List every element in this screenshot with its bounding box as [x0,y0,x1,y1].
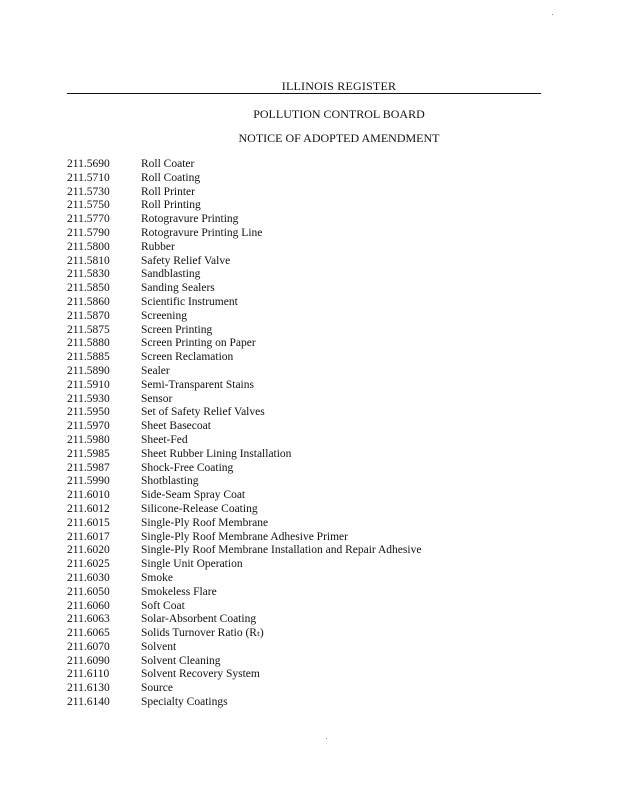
section-term: Shock-Free Coating [141,461,234,474]
list-item [67,558,421,572]
section-number: 211.6060 [67,599,110,612]
section-number: 211.5810 [67,254,110,267]
list-item [67,365,421,379]
section-term: Solvent Recovery System [141,668,260,681]
section-number: 211.6025 [67,558,110,571]
section-number: 211.6017 [67,530,110,543]
list-item [67,186,421,200]
section-term: Smokeless Flare [141,585,217,598]
section-number: 211.5750 [67,199,110,212]
list-item [67,324,421,338]
section-term: Single-Ply Roof Membrane [141,516,269,529]
section-number: 211.5790 [67,226,110,239]
list-item [67,296,421,310]
list-item [67,255,421,269]
list-item [67,572,421,586]
section-term: Source [141,682,173,695]
section-term: Roll Printer [141,185,195,198]
section-term: Sealer [141,364,170,377]
section-term: Screen Printing on Paper [141,337,256,350]
list-item [67,517,421,531]
list-item [67,600,421,614]
list-item [67,462,421,476]
list-item [67,227,421,241]
section-term: Sheet Basecoat [141,420,211,433]
section-number: 211.5770 [67,213,110,226]
section-term: Sheet Rubber Lining Installation [141,447,292,460]
section-number: 211.5987 [67,461,110,474]
section-term: Scientific Instrument [141,295,238,308]
section-number: 211.5980 [67,433,110,446]
section-term: Rubber [141,240,175,253]
list-item [67,503,421,517]
section-term: Roll Printing [141,199,201,212]
section-number: 211.5885 [67,351,110,364]
list-item [67,489,421,503]
section-number: 211.6090 [67,654,110,667]
notice-title: NOTICE OF ADOPTED AMENDMENT [238,131,440,145]
section-term: Single Unit Operation [141,558,243,571]
list-item [67,351,421,365]
section-number: 211.5870 [67,309,110,322]
section-number: 211.6070 [67,640,110,653]
list-item [67,420,421,434]
board-name: POLLUTION CONTROL BOARD [253,107,425,121]
scan-speck [552,14,553,15]
section-number: 211.6063 [67,613,110,626]
section-number: 211.5985 [67,447,110,460]
section-term: Roll Coater [141,158,195,170]
section-number: 211.5930 [67,392,110,405]
section-term: Solvent Cleaning [141,654,221,667]
list-item [67,158,421,172]
section-term: Semi-Transparent Stains [141,378,254,391]
list-item [67,268,421,282]
scan-speck [326,738,327,739]
section-number: 211.5875 [67,323,110,336]
section-term: Sheet-Fed [141,433,188,446]
section-term: Solids Turnover Ratio (Rₜ) [141,627,264,640]
section-number: 211.6050 [67,585,110,598]
section-term: Roll Coating [141,171,201,184]
section-term: Single-Ply Roof Membrane Installation and Repair Adhesive [141,544,422,557]
section-number: 211.5910 [67,378,110,391]
section-term: Screen Printing [141,323,213,336]
section-term: Rotogravure Printing [141,213,239,226]
section-number: 211.6020 [67,544,110,557]
section-number: 211.5860 [67,295,110,308]
section-term: Smoke [141,571,173,584]
list-item [67,282,421,296]
section-term: Side-Seam Spray Coat [141,489,246,502]
list-item [67,586,421,600]
list-item [67,337,421,351]
section-term: Safety Relief Valve [141,254,231,267]
list-item [67,310,421,324]
section-number: 211.6140 [67,696,110,709]
section-term: Sanding Sealers [141,282,215,295]
section-number: 211.5690 [67,158,110,170]
section-number: 211.5800 [67,240,110,253]
list-item [67,475,421,489]
section-term: Solvent [141,640,177,653]
section-term: Shotblasting [141,475,199,488]
list-item [67,627,421,641]
list-item [67,531,421,545]
list-item [67,613,421,627]
list-item [67,379,421,393]
list-item [67,393,421,407]
section-number: 211.6010 [67,489,110,502]
section-term: Sensor [141,392,173,405]
section-number: 211.6065 [67,627,110,640]
section-term: Screen Reclamation [141,351,234,364]
section-number: 211.5890 [67,364,110,377]
section-number: 211.6110 [67,668,110,681]
list-item [67,406,421,420]
section-number: 211.5730 [67,185,110,198]
section-number: 211.6015 [67,516,110,529]
section-number: 211.5880 [67,337,110,350]
list-item [67,641,421,655]
list-item [67,213,421,227]
section-term: Set of Safety Relief Valves [141,406,265,419]
section-number: 211.6012 [67,502,110,515]
section-number: 211.5970 [67,420,110,433]
list-item [67,172,421,186]
section-number: 211.5850 [67,282,110,295]
section-term: Rotogravure Printing Line [141,226,263,239]
section-number: 211.6130 [67,682,110,695]
list-item [67,668,421,682]
section-number: 211.5710 [67,171,110,184]
header-rule [67,93,541,94]
list-item [67,199,421,213]
register-title: ILLINOIS REGISTER [281,79,397,93]
section-term: Sandblasting [141,268,201,281]
section-term: Soft Coat [141,599,185,612]
section-term: Solar-Absorbent Coating [141,613,257,626]
list-item [67,448,421,462]
section-number: 211.5950 [67,406,110,419]
section-number: 211.5830 [67,268,110,281]
section-number: 211.6030 [67,571,110,584]
section-list [67,158,421,710]
section-term: Specialty Coatings [141,696,228,709]
section-term: Single-Ply Roof Membrane Adhesive Primer [141,530,348,543]
section-term: Screening [141,309,187,322]
section-number: 211.5990 [67,475,110,488]
section-term: Silicone-Release Coating [141,502,258,515]
list-item [67,682,421,696]
list-item [67,434,421,448]
list-item [67,544,421,558]
list-item [67,241,421,255]
list-item [67,655,421,669]
list-item [67,696,421,710]
